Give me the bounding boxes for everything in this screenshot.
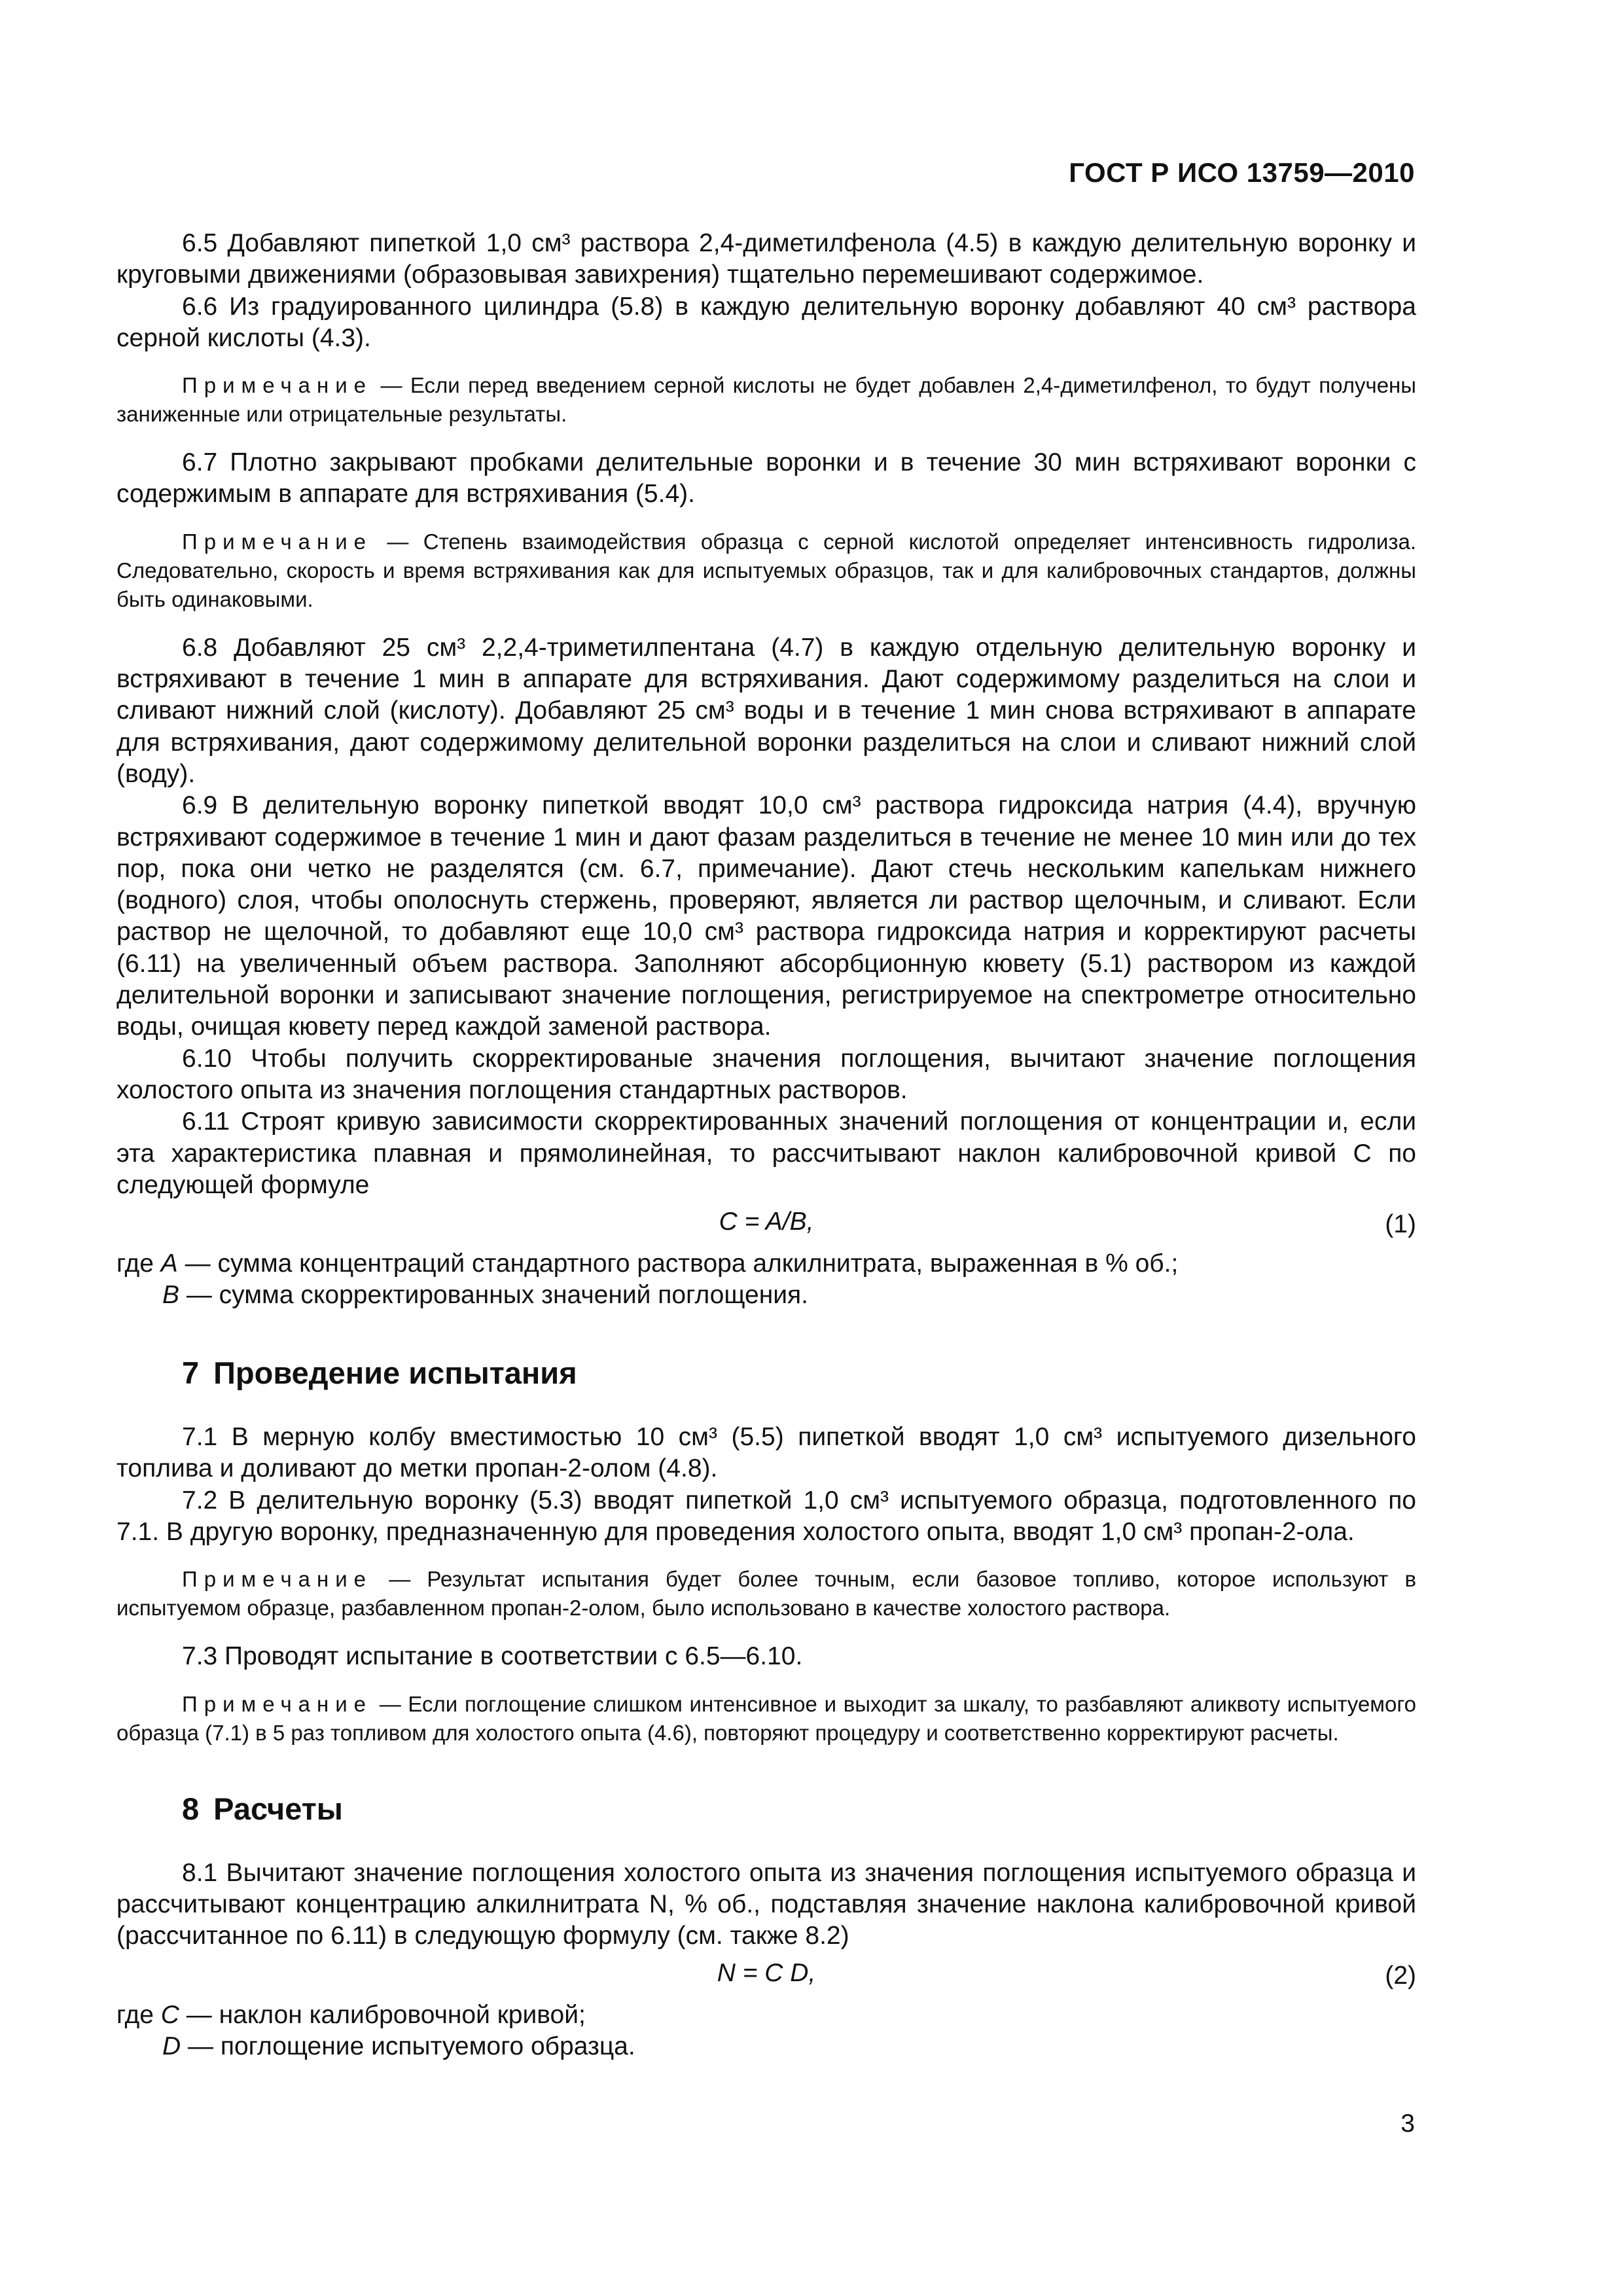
where-a xyxy=(116,1248,1416,1280)
page-number: 3 xyxy=(1400,2109,1415,2138)
note-label: Примечание xyxy=(182,373,373,398)
paragraph-6-8: 6.8 Добавляют 25 см³ 2,2,4-триметилпентана (4.7) в каждую отдельную делительную воронку и встряхивают в течение 1 мин в аппарате для встряхивания. Дают содержимому разделиться на слои и сливают нижний слой (кислоту). Добавляют 25 см³ воды и в течение 1 мин снова встряхивают в аппарате для встряхивания, дают содержимому делительной воронки разделиться на слои и сливают нижний слой (воду). xyxy=(116,633,1416,788)
formula-2-number: (2) xyxy=(1385,1961,1416,1990)
note-1 xyxy=(116,371,1416,429)
formula-1-number: (1) xyxy=(1385,1210,1416,1239)
note-text: — Результат испытания будет более точным, если базовое топливо, которое используют в испытуемом образце, разбавленном пропан-2-олом, было использовано в качестве холостого раствора. xyxy=(116,1567,1416,1621)
formula-2: N = C D, xyxy=(717,1958,816,1987)
variable-c: C xyxy=(160,2000,179,2029)
formula-1-row xyxy=(116,1206,1416,1243)
section-number: 7 xyxy=(182,1355,200,1390)
where-b-text: — сумма скорректированных значений поглощения. xyxy=(179,1281,808,1310)
note-label: Примечание xyxy=(182,1567,373,1592)
formula-1: C = A/B, xyxy=(719,1208,814,1236)
paragraph-7-1: 7.1 В мерную колбу вместимостью 10 см³ (5.5) пипеткой вводят 1,0 см³ испытуемого дизельного топлива и доливают до метки пропан-2-олом (4.8). xyxy=(116,1423,1416,1483)
variable-b: B xyxy=(162,1281,180,1310)
paragraph-6-10: 6.10 Чтобы получить скорректированые значения поглощения, вычитают значение поглощения холостого опыта из значения поглощения стандартных растворов. xyxy=(116,1044,1416,1104)
where-prefix: где xyxy=(116,1249,161,1278)
note-text: — Если поглощение слишком интенсивное и выходит за шкалу, то разбавляют аликвоту испытуемого образца (7.1) в 5 раз топливом для холостого опыта (4.6), повторяют процедуру и соответственно корректируют расчеты. xyxy=(116,1691,1416,1745)
where-d xyxy=(116,2031,1416,2062)
note-4 xyxy=(116,1690,1416,1748)
paragraph-6-9: 6.9 В делительную воронку пипеткой вводят 10,0 см³ раствора гидроксида натрия (4.4), вручную встряхивают содержимое в течение 1 мин и дают фазам разделиться в течение не менее 10 мин или до тех пор, пока они четко не разделятся (см. 6.7, примечание). Дают стечь нескольким капелькам нижнего (водного) слоя, чтобы ополоснуть стержень, проверяют, является ли раствор щелочным, и сливают. Если раствор не щелочной, то добавляют еще 10,0 см³ раствора гидроксида натрия и корректируют расчеты (6.11) на увеличенный объем раствора. Заполняют абсорбционную кювету (5.1) раствором из каждой делительной воронки и записывают значение поглощения, регистрируемое на спектрометре относительно воды, очищая кювету перед каждой заменой раствора. xyxy=(116,791,1416,1041)
paragraph-7-2: 7.2 В делительную воронку (5.3) вводят пипеткой 1,0 см³ испытуемого образца, подготовленного по 7.1. В другую воронку, предназначенную для проведения холостого опыта, вводят 1,0 см³ пропан-2-ола. xyxy=(116,1486,1416,1546)
section-title: Расчеты xyxy=(213,1791,343,1826)
document-body xyxy=(116,228,1416,2062)
where-c xyxy=(116,2000,1416,2031)
where-prefix: где xyxy=(116,2000,161,2029)
paragraph-6-5: 6.5 Добавляют пипеткой 1,0 см³ раствора 2,4-диметилфенола (4.5) в каждую делительную воронку и круговыми движениями (образовывая завихрения) тщательно перемешивают содержимое. xyxy=(116,229,1416,289)
note-label: Примечание xyxy=(182,529,373,554)
where-d-text: — поглощение испытуемого образца. xyxy=(181,2032,635,2060)
note-text: — Если перед введением серной кислоты не будет добавлен 2,4-диметилфенол, то будут получены заниженные или отрицательные результаты. xyxy=(116,373,1416,427)
section-7-heading xyxy=(182,1357,1416,1389)
paragraph-6-11: 6.11 Строят кривую зависимости скорректированных значений поглощения от концентрации и, если эта характеристика плавная и прямолинейная, то рассчитывают наклон калибровочной кривой C по следующей формуле xyxy=(116,1107,1416,1199)
note-2 xyxy=(116,528,1416,614)
variable-d: D xyxy=(162,2032,181,2060)
paragraph-6-7: 6.7 Плотно закрывают пробками делительные воронки и в течение 30 мин встряхивают воронки с содержимым в аппарате для встряхивания (5.4). xyxy=(116,448,1416,509)
note-text: — Степень взаимодействия образца с серной кислотой определяет интенсивность гидролиза. Следовательно, скорость и время встряхивания как для испытуемых образцов, так и для калибровочных стандартов, должны быть одинаковыми. xyxy=(116,529,1416,611)
section-title: Проведение испытания xyxy=(213,1355,577,1390)
where-a-text: — сумма концентраций стандартного раствора алкилнитрата, выраженная в % об.; xyxy=(177,1249,1179,1278)
note-label: Примечание xyxy=(182,1691,373,1716)
formula-2-row xyxy=(116,1958,1416,1994)
document-header: ГОСТ Р ИСО 13759—2010 xyxy=(1069,157,1415,188)
variable-a: A xyxy=(160,1249,178,1278)
where-c-text: — наклон калибровочной кривой; xyxy=(179,2000,586,2029)
section-number: 8 xyxy=(182,1791,200,1826)
note-3 xyxy=(116,1565,1416,1623)
paragraph-7-3: 7.3 Проводят испытание в соответствии с 6.5—6.10. xyxy=(182,1642,803,1671)
where-b xyxy=(116,1280,1416,1311)
paragraph-8-1: 8.1 Вычитают значение поглощения холостого опыта из значения поглощения испытуемого образца и рассчитывают концентрацию алкилнитрата N, % об., подставляя значение наклона калибровочной кривой (рассчитанное по 6.11) в следующую формулу (см. также 8.2) xyxy=(116,1858,1416,1950)
paragraph-6-6: 6.6 Из градуированного цилиндра (5.8) в каждую делительную воронку добавляют 40 см³ раствора серной кислоты (4.3). xyxy=(116,292,1416,352)
section-8-heading xyxy=(182,1793,1416,1825)
